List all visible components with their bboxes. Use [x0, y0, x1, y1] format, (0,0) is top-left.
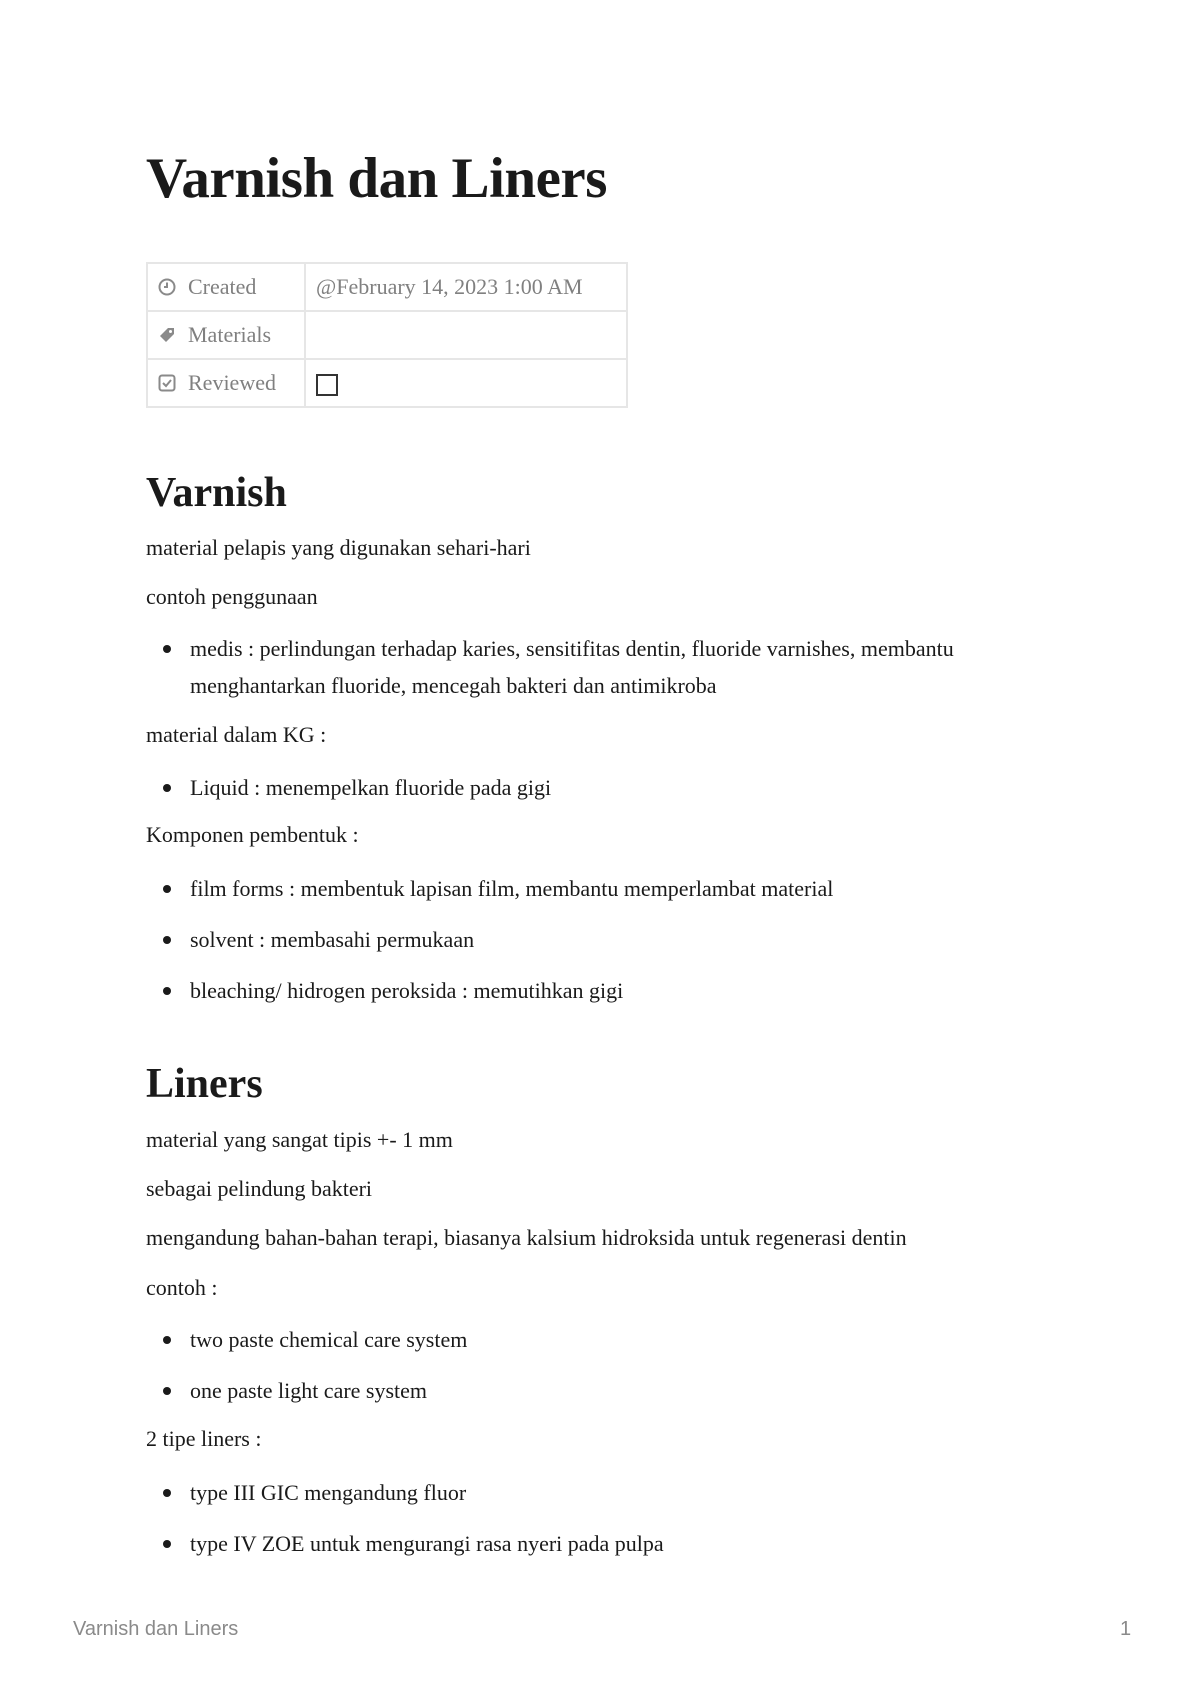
bullet-icon [163, 784, 171, 792]
varnish-kg-label: material dalam KG : [146, 722, 327, 747]
checkbox-icon [158, 374, 176, 392]
liners-para-3: mengandung bahan-bahan terapi, biasanya kalsium hidroksida untuk regenerasi dentin [146, 1225, 907, 1250]
bullet-icon [163, 1540, 171, 1548]
list-item: one paste light care system [146, 1372, 1066, 1409]
bullet-icon [163, 1336, 171, 1344]
varnish-usage-label: contoh penggunaan [146, 584, 318, 609]
varnish-components-label: Komponen pembentuk : [146, 822, 359, 847]
list-item: type IV ZOE untuk mengurangi rasa nyeri pada pulpa [146, 1525, 1066, 1562]
list-item: solvent : membasahi permukaan [146, 921, 1066, 958]
property-row-materials [147, 311, 627, 359]
property-label-created: Created [188, 274, 257, 299]
list-item: bleaching/ hidrogen peroksida : memutihkan gigi [146, 972, 1066, 1009]
list-item: two paste chemical care system [146, 1321, 1066, 1358]
property-value-materials[interactable] [305, 311, 627, 359]
bullet-icon [163, 987, 171, 995]
list-item: Liquid : menempelkan fluoride pada gigi [146, 769, 1066, 806]
list-item: medis : perlindungan terhadap karies, sensitifitas dentin, fluoride varnishes, membantu menghantarkan fluoride, mencegah bakteri dan antimikroba [146, 630, 1066, 704]
list-item: type III GIC mengandung fluor [146, 1474, 1066, 1511]
varnish-intro: material pelapis yang digunakan sehari-hari [146, 535, 531, 560]
bullet-icon [163, 936, 171, 944]
footer-page-number: 1 [1120, 1618, 1132, 1640]
property-label-reviewed: Reviewed [188, 370, 276, 395]
list-item: film forms : membentuk lapisan film, membantu memperlambat material [146, 870, 1066, 907]
property-label-materials: Materials [188, 322, 272, 347]
bullet-icon [163, 1489, 171, 1497]
footer-title: Varnish dan Liners [73, 1618, 239, 1640]
liners-para-1: material yang sangat tipis +- 1 mm [146, 1127, 453, 1152]
liners-examples-label: contoh : [146, 1275, 218, 1300]
tag-icon [158, 326, 176, 344]
bullet-icon [163, 645, 171, 653]
bullet-icon [163, 1387, 171, 1395]
property-row-reviewed [147, 359, 627, 407]
section-heading-varnish: Varnish [146, 470, 287, 516]
section-heading-liners: Liners [146, 1061, 263, 1107]
properties-table [146, 262, 628, 408]
clock-icon [158, 278, 176, 296]
page-title: Varnish dan Liners [146, 147, 607, 210]
reviewed-checkbox[interactable] [316, 374, 338, 396]
property-value-created[interactable]: @February 14, 2023 1:00 AM [305, 263, 627, 311]
property-row-created [147, 263, 627, 311]
liners-types-label: 2 tipe liners : [146, 1426, 262, 1451]
liners-para-2: sebagai pelindung bakteri [146, 1176, 373, 1201]
bullet-icon [163, 885, 171, 893]
